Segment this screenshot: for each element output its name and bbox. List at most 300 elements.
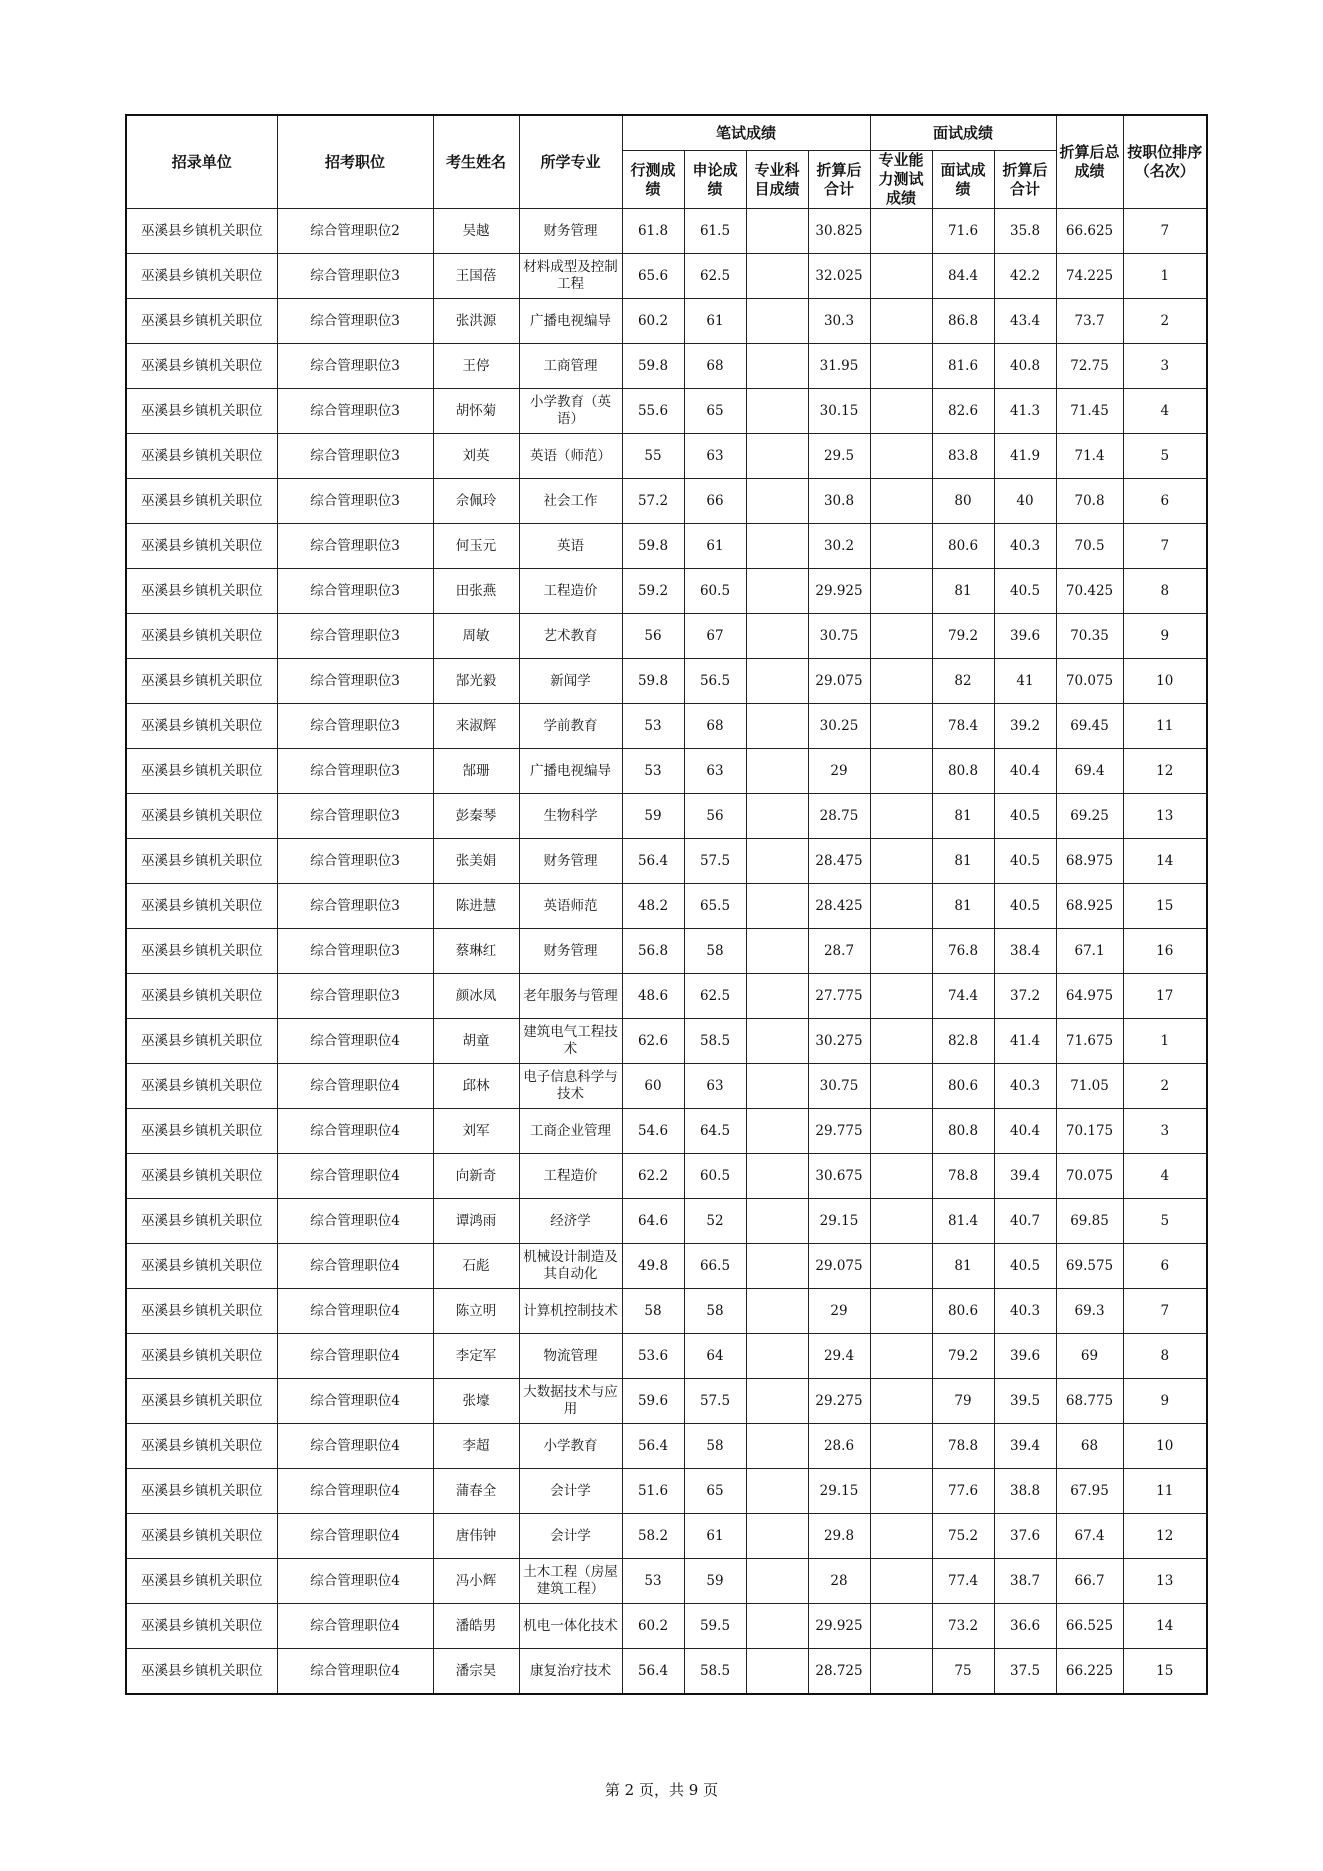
cell-written-sum: 29.15 (808, 1469, 870, 1514)
cell-shenlun: 67 (684, 614, 746, 659)
table-row (126, 704, 1207, 749)
cell-interview-sum: 38.4 (994, 929, 1056, 974)
cell-shenlun: 62.5 (684, 254, 746, 299)
cell-total: 71.675 (1056, 1019, 1123, 1064)
cell-total: 69.25 (1056, 794, 1123, 839)
table-row (126, 524, 1207, 569)
cell-xingce: 57.2 (622, 479, 684, 524)
cell-shenlun: 65 (684, 389, 746, 434)
cell-written-sum: 30.8 (808, 479, 870, 524)
cell-unit: 巫溪县乡镇机关职位 (126, 1154, 277, 1199)
cell-written-sum: 31.95 (808, 344, 870, 389)
cell-interview-sum: 40.8 (994, 344, 1056, 389)
table-row (126, 839, 1207, 884)
cell-xingce: 56.4 (622, 1649, 684, 1695)
cell-name: 郜光毅 (433, 659, 519, 704)
cell-rank: 1 (1123, 254, 1207, 299)
cell-ability-test (870, 839, 932, 884)
cell-xingce: 56.4 (622, 839, 684, 884)
cell-position: 综合管理职位4 (277, 1334, 433, 1379)
cell-position: 综合管理职位3 (277, 569, 433, 614)
table-row (126, 974, 1207, 1019)
cell-rank: 9 (1123, 1379, 1207, 1424)
cell-interview-sum: 43.4 (994, 299, 1056, 344)
header-total: 折算后总成绩 (1056, 115, 1123, 209)
cell-name: 潘宗昊 (433, 1649, 519, 1695)
cell-position: 综合管理职位4 (277, 1424, 433, 1469)
cell-interview: 81 (932, 1244, 994, 1289)
cell-unit: 巫溪县乡镇机关职位 (126, 1559, 277, 1604)
cell-unit: 巫溪县乡镇机关职位 (126, 749, 277, 794)
cell-interview-sum: 37.6 (994, 1514, 1056, 1559)
cell-rank: 5 (1123, 434, 1207, 479)
cell-interview-sum: 40.4 (994, 1109, 1056, 1154)
cell-shenlun: 61 (684, 1514, 746, 1559)
cell-position: 综合管理职位3 (277, 344, 433, 389)
cell-xingce: 48.6 (622, 974, 684, 1019)
cell-written-sum: 27.775 (808, 974, 870, 1019)
cell-name: 吴越 (433, 209, 519, 254)
cell-major-subject (746, 929, 808, 974)
cell-interview: 80 (932, 479, 994, 524)
cell-major-subject (746, 1514, 808, 1559)
cell-interview-sum: 39.6 (994, 1334, 1056, 1379)
cell-ability-test (870, 749, 932, 794)
cell-xingce: 56.8 (622, 929, 684, 974)
cell-written-sum: 30.15 (808, 389, 870, 434)
cell-name: 胡怀菊 (433, 389, 519, 434)
cell-interview: 80.6 (932, 524, 994, 569)
cell-ability-test (870, 1379, 932, 1424)
cell-interview: 81 (932, 569, 994, 614)
cell-major: 艺术教育 (519, 614, 622, 659)
cell-name: 蔡琳红 (433, 929, 519, 974)
table-row (126, 1109, 1207, 1154)
cell-major: 生物科学 (519, 794, 622, 839)
cell-interview-sum: 40.3 (994, 1064, 1056, 1109)
cell-written-sum: 30.675 (808, 1154, 870, 1199)
cell-unit: 巫溪县乡镇机关职位 (126, 1379, 277, 1424)
cell-total: 68.925 (1056, 884, 1123, 929)
cell-rank: 4 (1123, 1154, 1207, 1199)
cell-written-sum: 32.025 (808, 254, 870, 299)
table-row (126, 389, 1207, 434)
cell-interview: 81.6 (932, 344, 994, 389)
cell-total: 68 (1056, 1424, 1123, 1469)
cell-interview: 81 (932, 794, 994, 839)
cell-shenlun: 60.5 (684, 1154, 746, 1199)
cell-major: 学前教育 (519, 704, 622, 749)
cell-ability-test (870, 614, 932, 659)
cell-rank: 12 (1123, 749, 1207, 794)
cell-name: 蒲春全 (433, 1469, 519, 1514)
cell-major: 小学教育（英语） (519, 389, 622, 434)
cell-unit: 巫溪县乡镇机关职位 (126, 1019, 277, 1064)
cell-position: 综合管理职位4 (277, 1019, 433, 1064)
cell-rank: 13 (1123, 1559, 1207, 1604)
cell-major: 英语师范 (519, 884, 622, 929)
cell-interview: 75 (932, 1649, 994, 1695)
cell-interview: 81 (932, 839, 994, 884)
cell-position: 综合管理职位3 (277, 524, 433, 569)
cell-shenlun: 59.5 (684, 1604, 746, 1649)
cell-ability-test (870, 1514, 932, 1559)
header-rank: 按职位排序（名次） (1123, 115, 1207, 209)
cell-interview-sum: 40 (994, 479, 1056, 524)
cell-total: 70.425 (1056, 569, 1123, 614)
cell-interview: 81 (932, 884, 994, 929)
cell-xingce: 58.2 (622, 1514, 684, 1559)
cell-major-subject (746, 1154, 808, 1199)
header-written-sum: 折算后合计 (808, 151, 870, 209)
cell-shenlun: 61 (684, 299, 746, 344)
cell-major-subject (746, 209, 808, 254)
cell-ability-test (870, 794, 932, 839)
table-row (126, 299, 1207, 344)
cell-rank: 8 (1123, 1334, 1207, 1379)
cell-name: 来淑辉 (433, 704, 519, 749)
cell-rank: 15 (1123, 1649, 1207, 1695)
cell-major: 英语（师范） (519, 434, 622, 479)
cell-interview: 80.8 (932, 1109, 994, 1154)
cell-written-sum: 28.425 (808, 884, 870, 929)
cell-total: 70.075 (1056, 659, 1123, 704)
cell-written-sum: 29.925 (808, 569, 870, 614)
cell-rank: 12 (1123, 1514, 1207, 1559)
cell-major-subject (746, 1559, 808, 1604)
cell-shenlun: 66.5 (684, 1244, 746, 1289)
cell-shenlun: 64.5 (684, 1109, 746, 1154)
cell-major-subject (746, 524, 808, 569)
cell-unit: 巫溪县乡镇机关职位 (126, 614, 277, 659)
cell-xingce: 55.6 (622, 389, 684, 434)
cell-major: 机电一体化技术 (519, 1604, 622, 1649)
cell-position: 综合管理职位3 (277, 479, 433, 524)
cell-rank: 16 (1123, 929, 1207, 974)
cell-major: 新闻学 (519, 659, 622, 704)
cell-interview-sum: 39.4 (994, 1154, 1056, 1199)
cell-shenlun: 58.5 (684, 1649, 746, 1695)
cell-name: 邱林 (433, 1064, 519, 1109)
cell-written-sum: 30.825 (808, 209, 870, 254)
cell-total: 69.45 (1056, 704, 1123, 749)
cell-written-sum: 29.5 (808, 434, 870, 479)
header-major: 所学专业 (519, 115, 622, 209)
cell-interview-sum: 40.5 (994, 1244, 1056, 1289)
cell-major: 会计学 (519, 1514, 622, 1559)
cell-interview: 84.4 (932, 254, 994, 299)
cell-name: 向新奇 (433, 1154, 519, 1199)
cell-major-subject (746, 254, 808, 299)
cell-written-sum: 28.7 (808, 929, 870, 974)
cell-name: 王停 (433, 344, 519, 389)
table-row (126, 794, 1207, 839)
cell-interview: 83.8 (932, 434, 994, 479)
cell-shenlun: 65 (684, 1469, 746, 1514)
cell-unit: 巫溪县乡镇机关职位 (126, 1649, 277, 1695)
cell-position: 综合管理职位4 (277, 1199, 433, 1244)
cell-total: 69.3 (1056, 1289, 1123, 1334)
cell-major-subject (746, 794, 808, 839)
cell-name: 胡童 (433, 1019, 519, 1064)
cell-position: 综合管理职位3 (277, 884, 433, 929)
cell-rank: 7 (1123, 209, 1207, 254)
header-name: 考生姓名 (433, 115, 519, 209)
cell-written-sum: 29.4 (808, 1334, 870, 1379)
cell-ability-test (870, 434, 932, 479)
cell-ability-test (870, 1334, 932, 1379)
cell-xingce: 59.2 (622, 569, 684, 614)
cell-position: 综合管理职位3 (277, 434, 433, 479)
cell-ability-test (870, 524, 932, 569)
cell-rank: 8 (1123, 569, 1207, 614)
table-row (126, 434, 1207, 479)
cell-total: 71.4 (1056, 434, 1123, 479)
cell-rank: 11 (1123, 704, 1207, 749)
cell-position: 综合管理职位3 (277, 704, 433, 749)
cell-total: 69.85 (1056, 1199, 1123, 1244)
cell-rank: 13 (1123, 794, 1207, 839)
cell-major: 机械设计制造及其自动化 (519, 1244, 622, 1289)
cell-ability-test (870, 479, 932, 524)
cell-shenlun: 64 (684, 1334, 746, 1379)
cell-major: 康复治疗技术 (519, 1649, 622, 1695)
cell-major: 工商管理 (519, 344, 622, 389)
table-row (126, 614, 1207, 659)
table-row (126, 1289, 1207, 1334)
cell-total: 70.175 (1056, 1109, 1123, 1154)
cell-written-sum: 30.275 (808, 1019, 870, 1064)
cell-xingce: 49.8 (622, 1244, 684, 1289)
cell-major: 土木工程（房屋建筑工程） (519, 1559, 622, 1604)
cell-shenlun: 68 (684, 344, 746, 389)
table-row (126, 1559, 1207, 1604)
cell-major: 财务管理 (519, 929, 622, 974)
cell-xingce: 56.4 (622, 1424, 684, 1469)
cell-total: 69 (1056, 1334, 1123, 1379)
cell-shenlun: 62.5 (684, 974, 746, 1019)
cell-written-sum: 29.775 (808, 1109, 870, 1154)
cell-name: 刘英 (433, 434, 519, 479)
cell-major-subject (746, 479, 808, 524)
cell-written-sum: 28.6 (808, 1424, 870, 1469)
cell-written-sum: 29 (808, 1289, 870, 1334)
cell-xingce: 53.6 (622, 1334, 684, 1379)
cell-total: 66.625 (1056, 209, 1123, 254)
cell-ability-test (870, 1019, 932, 1064)
cell-xingce: 65.6 (622, 254, 684, 299)
table-row (126, 1199, 1207, 1244)
table-row (126, 209, 1207, 254)
cell-unit: 巫溪县乡镇机关职位 (126, 704, 277, 749)
cell-interview-sum: 38.7 (994, 1559, 1056, 1604)
cell-shenlun: 58 (684, 1424, 746, 1469)
cell-major-subject (746, 569, 808, 614)
cell-position: 综合管理职位4 (277, 1379, 433, 1424)
cell-total: 70.8 (1056, 479, 1123, 524)
cell-written-sum: 29.15 (808, 1199, 870, 1244)
cell-ability-test (870, 389, 932, 434)
cell-major-subject (746, 1064, 808, 1109)
cell-name: 陈进慧 (433, 884, 519, 929)
cell-position: 综合管理职位4 (277, 1064, 433, 1109)
cell-major-subject (746, 749, 808, 794)
cell-total: 71.05 (1056, 1064, 1123, 1109)
cell-ability-test (870, 344, 932, 389)
table-row (126, 1064, 1207, 1109)
cell-rank: 5 (1123, 1199, 1207, 1244)
cell-ability-test (870, 1424, 932, 1469)
cell-xingce: 55 (622, 434, 684, 479)
cell-major: 物流管理 (519, 1334, 622, 1379)
cell-xingce: 59.8 (622, 344, 684, 389)
cell-written-sum: 29.075 (808, 1244, 870, 1289)
cell-position: 综合管理职位3 (277, 839, 433, 884)
cell-name: 郜珊 (433, 749, 519, 794)
cell-shenlun: 63 (684, 749, 746, 794)
cell-unit: 巫溪县乡镇机关职位 (126, 389, 277, 434)
cell-major-subject (746, 839, 808, 884)
cell-interview-sum: 38.8 (994, 1469, 1056, 1514)
cell-position: 综合管理职位4 (277, 1514, 433, 1559)
cell-position: 综合管理职位4 (277, 1109, 433, 1154)
cell-position: 综合管理职位2 (277, 209, 433, 254)
cell-interview-sum: 39.4 (994, 1424, 1056, 1469)
cell-unit: 巫溪县乡镇机关职位 (126, 209, 277, 254)
cell-major: 会计学 (519, 1469, 622, 1514)
cell-name: 张洪源 (433, 299, 519, 344)
table-row (126, 1469, 1207, 1514)
cell-name: 李超 (433, 1424, 519, 1469)
cell-ability-test (870, 1154, 932, 1199)
cell-shenlun: 63 (684, 434, 746, 479)
cell-major-subject (746, 1019, 808, 1064)
cell-shenlun: 56.5 (684, 659, 746, 704)
cell-position: 综合管理职位3 (277, 659, 433, 704)
cell-rank: 3 (1123, 344, 1207, 389)
cell-written-sum: 29.075 (808, 659, 870, 704)
cell-interview-sum: 41.9 (994, 434, 1056, 479)
cell-name: 何玉元 (433, 524, 519, 569)
cell-name: 王国蓓 (433, 254, 519, 299)
cell-written-sum: 30.75 (808, 1064, 870, 1109)
header-xingce: 行测成绩 (622, 151, 684, 209)
cell-interview: 77.6 (932, 1469, 994, 1514)
cell-unit: 巫溪县乡镇机关职位 (126, 794, 277, 839)
cell-position: 综合管理职位3 (277, 749, 433, 794)
cell-unit: 巫溪县乡镇机关职位 (126, 884, 277, 929)
cell-major-subject (746, 1604, 808, 1649)
table-row (126, 569, 1207, 614)
table-row (126, 254, 1207, 299)
cell-rank: 7 (1123, 524, 1207, 569)
cell-total: 66.225 (1056, 1649, 1123, 1695)
cell-xingce: 62.2 (622, 1154, 684, 1199)
cell-position: 综合管理职位3 (277, 929, 433, 974)
cell-written-sum: 30.2 (808, 524, 870, 569)
cell-major: 社会工作 (519, 479, 622, 524)
cell-unit: 巫溪县乡镇机关职位 (126, 1289, 277, 1334)
cell-interview-sum: 37.2 (994, 974, 1056, 1019)
cell-xingce: 54.6 (622, 1109, 684, 1154)
cell-xingce: 62.6 (622, 1019, 684, 1064)
cell-unit: 巫溪县乡镇机关职位 (126, 569, 277, 614)
cell-position: 综合管理职位3 (277, 974, 433, 1019)
cell-major: 工程造价 (519, 1154, 622, 1199)
cell-unit: 巫溪县乡镇机关职位 (126, 1334, 277, 1379)
score-table-body (126, 209, 1207, 1695)
cell-unit: 巫溪县乡镇机关职位 (126, 839, 277, 884)
cell-shenlun: 65.5 (684, 884, 746, 929)
cell-name: 彭秦琴 (433, 794, 519, 839)
cell-rank: 3 (1123, 1109, 1207, 1154)
cell-unit: 巫溪县乡镇机关职位 (126, 434, 277, 479)
header-unit: 招录单位 (126, 115, 277, 209)
page-footer: 第 2 页，共 9 页 (604, 1781, 719, 1799)
cell-unit: 巫溪县乡镇机关职位 (126, 974, 277, 1019)
cell-major: 英语 (519, 524, 622, 569)
cell-xingce: 59 (622, 794, 684, 839)
header-position: 招考职位 (277, 115, 433, 209)
table-row (126, 659, 1207, 704)
cell-interview-sum: 40.7 (994, 1199, 1056, 1244)
cell-ability-test (870, 209, 932, 254)
cell-position: 综合管理职位3 (277, 299, 433, 344)
cell-rank: 4 (1123, 389, 1207, 434)
cell-rank: 6 (1123, 1244, 1207, 1289)
cell-ability-test (870, 1199, 932, 1244)
cell-major: 广播电视编导 (519, 299, 622, 344)
cell-name: 刘军 (433, 1109, 519, 1154)
cell-ability-test (870, 1109, 932, 1154)
cell-ability-test (870, 659, 932, 704)
cell-interview-sum: 39.5 (994, 1379, 1056, 1424)
cell-interview: 73.2 (932, 1604, 994, 1649)
cell-total: 70.35 (1056, 614, 1123, 659)
cell-interview-sum: 39.2 (994, 704, 1056, 749)
cell-position: 综合管理职位3 (277, 389, 433, 434)
header-interview-score: 面试成绩 (932, 151, 994, 209)
cell-interview: 78.8 (932, 1154, 994, 1199)
cell-total: 64.975 (1056, 974, 1123, 1019)
cell-major-subject (746, 344, 808, 389)
table-row (126, 1604, 1207, 1649)
cell-major-subject (746, 1469, 808, 1514)
cell-interview-sum: 40.3 (994, 524, 1056, 569)
cell-written-sum: 29.925 (808, 1604, 870, 1649)
cell-name: 李定军 (433, 1334, 519, 1379)
cell-written-sum: 28.725 (808, 1649, 870, 1695)
cell-name: 潘皓男 (433, 1604, 519, 1649)
cell-interview: 78.8 (932, 1424, 994, 1469)
cell-total: 68.975 (1056, 839, 1123, 884)
cell-total: 73.7 (1056, 299, 1123, 344)
cell-major-subject (746, 974, 808, 1019)
cell-xingce: 48.2 (622, 884, 684, 929)
cell-position: 综合管理职位3 (277, 614, 433, 659)
table-row (126, 1244, 1207, 1289)
cell-unit: 巫溪县乡镇机关职位 (126, 1199, 277, 1244)
table-row (126, 1649, 1207, 1695)
cell-ability-test (870, 1559, 932, 1604)
cell-rank: 11 (1123, 1469, 1207, 1514)
header-written-group: 笔试成绩 (622, 115, 870, 151)
cell-total: 69.575 (1056, 1244, 1123, 1289)
cell-name: 周敏 (433, 614, 519, 659)
cell-position: 综合管理职位4 (277, 1154, 433, 1199)
cell-major: 财务管理 (519, 839, 622, 884)
cell-shenlun: 68 (684, 704, 746, 749)
